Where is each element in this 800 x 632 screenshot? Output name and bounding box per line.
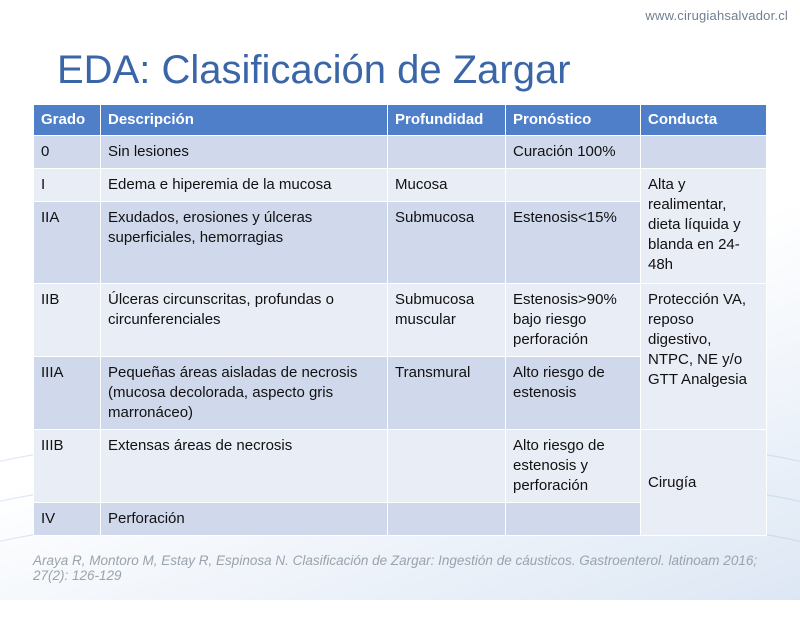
column-header-pronostico: Pronóstico bbox=[506, 105, 641, 136]
cell-grado: 0 bbox=[34, 136, 101, 169]
cell-profundidad bbox=[388, 503, 506, 536]
cell-pronostico: Alto riesgo de estenosis bbox=[506, 357, 641, 430]
cell-profundidad: Transmural bbox=[388, 357, 506, 430]
cell-conducta: Cirugía bbox=[641, 430, 767, 536]
column-header-descripcion: Descripción bbox=[101, 105, 388, 136]
citation: Araya R, Montoro M, Estay R, Espinosa N. Clasificación de Zargar: Ingestión de cáusticos. Gastroenterol. latinoam 2016; 27(2): 126-129 bbox=[33, 553, 758, 583]
cell-grado: IIIB bbox=[34, 430, 101, 503]
cell-profundidad: Mucosa bbox=[388, 169, 506, 202]
cell-pronostico: Estenosis<15% bbox=[506, 202, 641, 284]
table-row bbox=[34, 136, 767, 169]
cell-descripcion: Extensas áreas de necrosis bbox=[101, 430, 388, 503]
cell-profundidad: Submucosa bbox=[388, 202, 506, 284]
cell-descripcion: Edema e hiperemia de la mucosa bbox=[101, 169, 388, 202]
table-row bbox=[34, 284, 767, 357]
cell-grado: I bbox=[34, 169, 101, 202]
cell-pronostico: Alto riesgo de estenosis y perforación bbox=[506, 430, 641, 503]
cell-profundidad: Submucosa muscular bbox=[388, 284, 506, 357]
column-header-profundidad: Profundidad bbox=[388, 105, 506, 136]
cell-conducta bbox=[641, 136, 767, 169]
cell-pronostico bbox=[506, 169, 641, 202]
site-url: www.cirugiahsalvador.cl bbox=[645, 8, 788, 23]
cell-grado: IIIA bbox=[34, 357, 101, 430]
cell-profundidad bbox=[388, 136, 506, 169]
cell-grado: IV bbox=[34, 503, 101, 536]
cell-descripcion: Sin lesiones bbox=[101, 136, 388, 169]
cell-profundidad bbox=[388, 430, 506, 503]
cell-descripcion: Exudados, erosiones y úlceras superficiales, hemorragias bbox=[101, 202, 388, 284]
cell-grado: IIB bbox=[34, 284, 101, 357]
table-header-row bbox=[34, 105, 767, 136]
table-row bbox=[34, 169, 767, 202]
cell-pronostico: Estenosis>90% bajo riesgo perforación bbox=[506, 284, 641, 357]
cell-conducta: Alta y realimentar, dieta líquida y blanda en 24-48h bbox=[641, 169, 767, 284]
cell-descripcion: Úlceras circunscritas, profundas o circunferenciales bbox=[101, 284, 388, 357]
cell-pronostico: Curación 100% bbox=[506, 136, 641, 169]
table-row bbox=[34, 430, 767, 503]
column-header-conducta: Conducta bbox=[641, 105, 767, 136]
cell-grado: IIA bbox=[34, 202, 101, 284]
cell-pronostico bbox=[506, 503, 641, 536]
zargar-classification-table bbox=[33, 104, 767, 536]
column-header-grado: Grado bbox=[34, 105, 101, 136]
cell-conducta: Protección VA, reposo digestivo, NTPC, NE y/o GTT Analgesia bbox=[641, 284, 767, 430]
slide-title: EDA: Clasificación de Zargar bbox=[57, 48, 571, 92]
cell-descripcion: Perforación bbox=[101, 503, 388, 536]
cell-descripcion: Pequeñas áreas aisladas de necrosis (mucosa decolorada, aspecto gris marronáceo) bbox=[101, 357, 388, 430]
